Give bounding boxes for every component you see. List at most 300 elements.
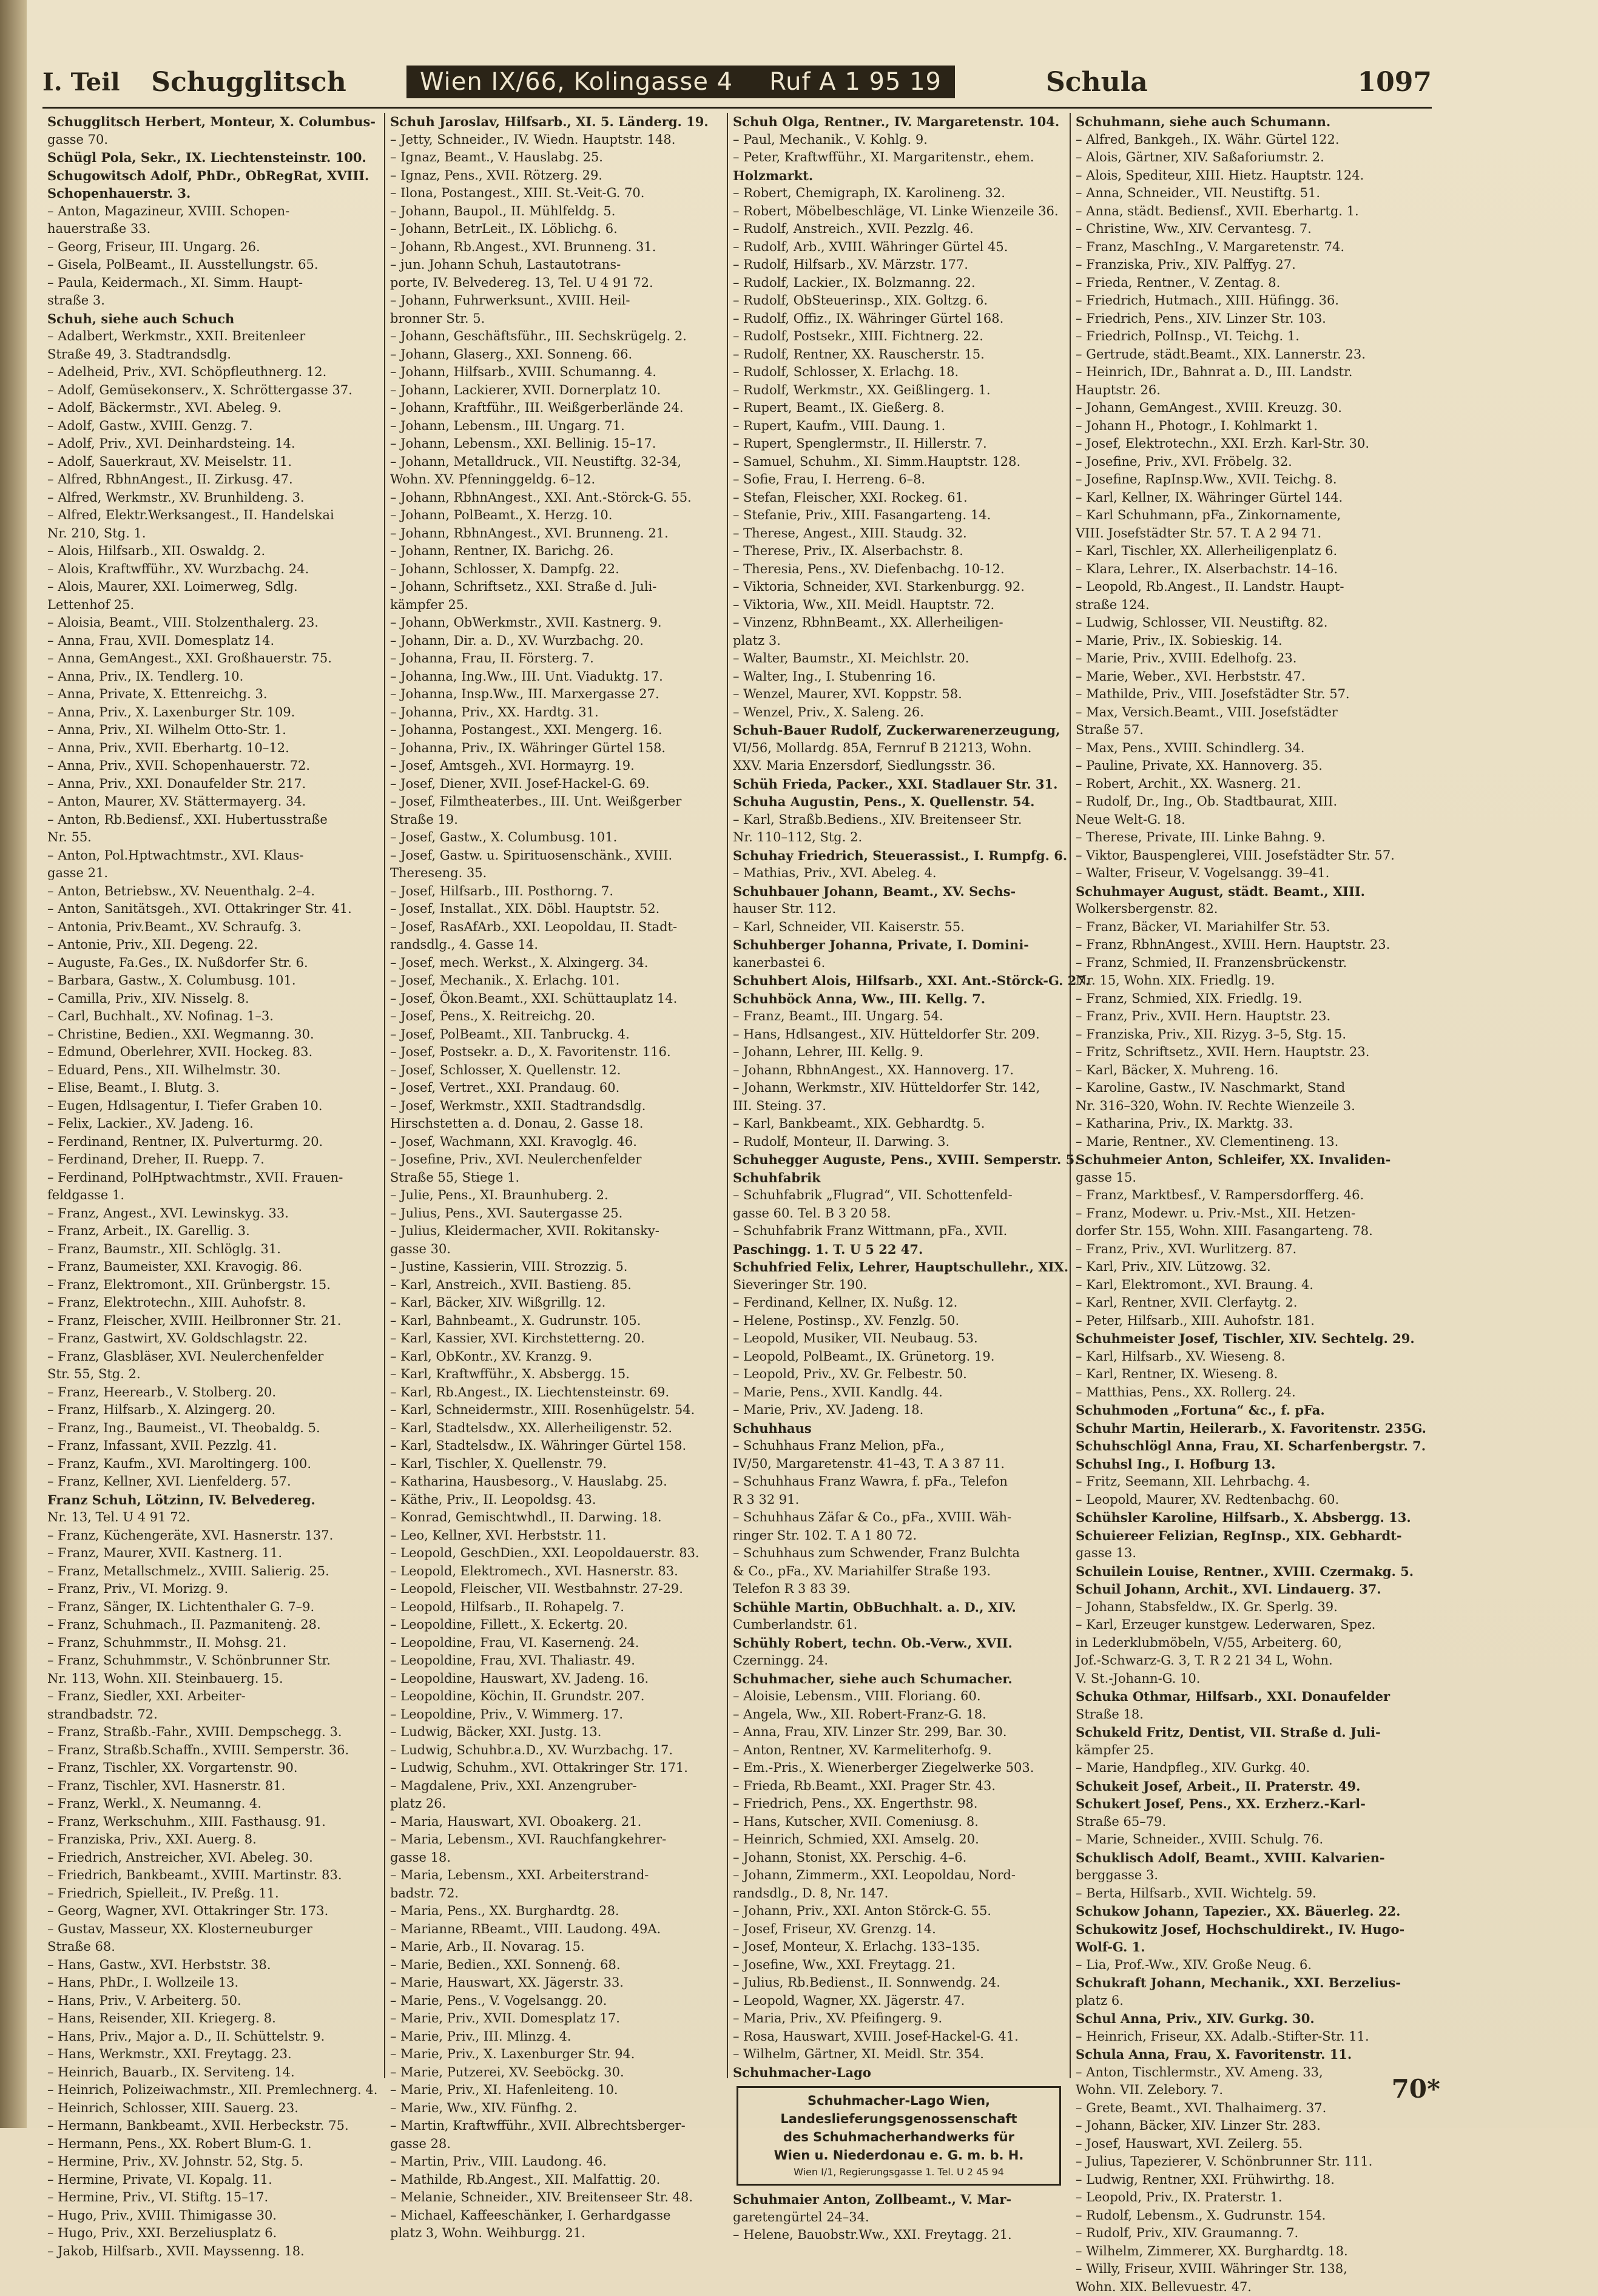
directory-entry: – Leo, Kellner, XVI. Herbststr. 11. — [390, 1527, 722, 1545]
directory-entry: platz 6. — [1076, 1992, 1409, 2010]
directory-entry: – Franz, Metallschmelz., XVIII. Salierig. 25. — [47, 1563, 379, 1581]
directory-entry: – Anna, Priv., XI. Wilhelm Otto-Str. 1. — [47, 721, 379, 739]
directory-entry: – Rudolf, ObSteuerinsp., XIX. Goltzg. 6. — [733, 292, 1065, 310]
directory-entry: – Franz, Tischler, XVI. Hasnerstr. 81. — [47, 1777, 379, 1796]
directory-entry: – Johanna, Frau, II. Försterg. 7. — [390, 650, 722, 668]
directory-entry: – Johann, Rb.Angest., XVI. Brunneng. 31. — [390, 238, 722, 257]
directory-entry: – Mathilde, Priv., VIII. Josefstädter Str. 57. — [1076, 685, 1409, 704]
header-rule — [42, 107, 1432, 109]
directory-entry: – Alois, Kraftwfführ., XV. Wurzbachg. 24. — [47, 561, 379, 579]
directory-entry: – Alois, Hilfsarb., XII. Oswaldg. 2. — [47, 542, 379, 561]
directory-entry: Schuhberger Johanna, Private, I. Domini- — [733, 936, 1065, 954]
directory-entry: – Johann, Stabsfeldw., IX. Gr. Sperlg. 39. — [1076, 1598, 1409, 1617]
ad-line: Schuhmacher-Lago Wien, — [744, 2092, 1053, 2110]
directory-entry: – Marie, Priv., IX. Sobieskig. 14. — [1076, 632, 1409, 650]
directory-entry: Straße 68. — [47, 1938, 379, 1956]
directory-entry: Schüh Frieda, Packer., XXI. Stadlauer Str. 31. — [733, 775, 1065, 793]
directory-entry: – Ludwig, Schuhm., XVI. Ottakringer Str. 171. — [390, 1759, 722, 1777]
directory-entry: – Julie, Pens., XI. Braunhuberg. 2. — [390, 1187, 722, 1205]
directory-entry: Schuhschlögl Anna, Frau, XI. Scharfenbergstr. 7. — [1076, 1437, 1409, 1455]
directory-entry: – Mathias, Priv., XVI. Abeleg. 4. — [733, 864, 1065, 883]
directory-entry: – Franz, Hilfsarb., X. Alzingerg. 20. — [47, 1401, 379, 1419]
directory-entry: Schuhfried Felix, Lehrer, Hauptschullehr., XIX. — [733, 1258, 1065, 1276]
directory-entry: – Max, Versich.Beamt., VIII. Josefstädter — [1076, 704, 1409, 722]
directory-entry: strandbadstr. 72. — [47, 1706, 379, 1724]
directory-entry: – Paul, Mechanik., V. Kohlg. 9. — [733, 131, 1065, 149]
directory-entry: platz 3. — [733, 632, 1065, 650]
directory-entry: – Karl, Kraftwfführ., X. Absbergg. 15. — [390, 1365, 722, 1384]
directory-entry: – Karl Schuhmann, pFa., Zinkornamente, — [1076, 507, 1409, 525]
directory-entry: – Franz, Heerearb., V. Stolberg. 20. — [47, 1384, 379, 1402]
directory-entry: – Robert, Archit., XX. Wasnerg. 21. — [1076, 775, 1409, 793]
page-header — [42, 61, 1432, 103]
directory-entry: – Franz, Straßb.Schaffn., XVIII. Semperstr. 36. — [47, 1742, 379, 1760]
directory-entry: – Eugen, Hdlsagentur, I. Tiefer Graben 10. — [47, 1097, 379, 1116]
directory-entry: – Josef, Elektrotechn., XXI. Erzh. Karl-Str. 30. — [1076, 435, 1409, 453]
directory-entry: – Adolf, Priv., XVI. Deinhardsteing. 14. — [47, 435, 379, 453]
directory-entry: R 3 32 91. — [733, 1491, 1065, 1509]
directory-entry: – Edmund, Oberlehrer, XVII. Hockeg. 83. — [47, 1043, 379, 1062]
directory-entry: – Ferdinand, Dreher, II. Ruepp. 7. — [47, 1151, 379, 1169]
directory-entry: platz 3, Wohn. Weihburgg. 21. — [390, 2224, 722, 2243]
directory-entry: – Franz, Siedler, XXI. Arbeiter- — [47, 1688, 379, 1706]
directory-entry: – Johann, ObWerkmstr., XVII. Kastnerg. 9. — [390, 614, 722, 632]
directory-entry: – Johanna, Postangest., XXI. Mengerg. 16. — [390, 721, 722, 739]
directory-entry: – Heinrich, Friseur, XX. Adalb.-Stifter-Str. 11. — [1076, 2028, 1409, 2046]
directory-entry: – Hans, Priv., Major a. D., II. Schüttelstr. 9. — [47, 2028, 379, 2046]
directory-entry: & Co., pFa., XV. Mariahilfer Straße 193. — [733, 1563, 1065, 1581]
directory-entry: – Karl, Rentner, IX. Wieseng. 8. — [1076, 1365, 1409, 1384]
directory-entry: – Karl, Priv., XIV. Lützowg. 32. — [1076, 1258, 1409, 1276]
directory-entry: – Willy, Friseur, XVIII. Währinger Str. 138, — [1076, 2260, 1409, 2278]
directory-entry: – Wilhelm, Gärtner, XI. Meidl. Str. 354. — [733, 2045, 1065, 2064]
directory-entry: – Hermine, Private, VI. Kopalg. 11. — [47, 2171, 379, 2189]
directory-entry: – Melanie, Schneider., XIV. Breitenseer Str. 48. — [390, 2189, 722, 2207]
directory-entry: – Aloisia, Beamt., VIII. Stolzenthalerg. 23. — [47, 614, 379, 632]
directory-entry: – Hugo, Priv., XXI. Berzeliusplatz 6. — [47, 2224, 379, 2243]
directory-entry: – Karl, Elektromont., XVI. Braung. 4. — [1076, 1276, 1409, 1294]
directory-entry: – Karl, Anstreich., XVII. Bastieng. 85. — [390, 1276, 722, 1294]
directory-entry: – Rudolf, Monteur, II. Darwing. 3. — [733, 1133, 1065, 1151]
directory-entry: – Adolf, Gastw., XVIII. Genzg. 7. — [47, 417, 379, 436]
directory-entry: – Karoline, Gastw., IV. Naschmarkt, Stand — [1076, 1079, 1409, 1097]
directory-entry: – Schuhhaus Zäfar & Co., pFa., XVIII. Wäh- — [733, 1509, 1065, 1527]
directory-entry: – Peter, Kraftwfführ., XI. Margaritenstr., ehem. — [733, 149, 1065, 167]
directory-entry: – Josef, RasAfArb., XXI. Leopoldau, II. Stadt- — [390, 918, 722, 937]
directory-entry: gasse 28. — [390, 2135, 722, 2153]
directory-entry: – Franz, Schmied, XIX. Friedlg. 19. — [1076, 990, 1409, 1008]
directory-entry: – Justine, Kassierin, VIII. Strozzig. 5. — [390, 1258, 722, 1276]
directory-entry: – Josefine, Ww., XXI. Freytagg. 21. — [733, 1956, 1065, 1974]
directory-entry: – Leopold, Rb.Angest., II. Landstr. Haupt- — [1076, 578, 1409, 596]
directory-entry: – Anna, Priv., XVII. Eberhartg. 10–12. — [47, 739, 379, 758]
directory-entry: Schukert Josef, Pens., XX. Erzherz.-Karl- — [1076, 1795, 1409, 1813]
directory-entry: Schühsler Karoline, Hilfsarb., X. Absbergg. 13. — [1076, 1509, 1409, 1527]
directory-entry: dorfer Str. 155, Wohn. XIII. Fasangarteng. 78. — [1076, 1222, 1409, 1241]
column-3 — [728, 113, 1071, 2078]
directory-entry: – Johann, Schlosser, X. Dampfg. 22. — [390, 561, 722, 579]
directory-entry: – Josef, Gastw. u. Spirituosenschänk., XVIII. — [390, 847, 722, 865]
directory-columns — [42, 113, 1432, 2078]
directory-entry: Schuka Othmar, Hilfsarb., XXI. Donaufelder — [1076, 1688, 1409, 1706]
directory-entry: Wohn. VII. Zelebory. 7. — [1076, 2081, 1409, 2099]
directory-entry: – Matthias, Pens., XX. Rollerg. 24. — [1076, 1384, 1409, 1402]
directory-entry: – Eduard, Pens., XII. Wilhelmstr. 30. — [47, 1062, 379, 1080]
directory-entry: – Leopoldine, Fillett., X. Eckertg. 20. — [390, 1616, 722, 1634]
directory-entry: – Julius, Rb.Bedienst., II. Sonnwendg. 24. — [733, 1974, 1065, 1992]
directory-entry: – Josef, PolBeamt., XII. Tanbruckg. 4. — [390, 1026, 722, 1044]
directory-entry: badstr. 72. — [390, 1885, 722, 1903]
directory-entry: – Marie, Schneider., XVIII. Schulg. 76. — [1076, 1831, 1409, 1849]
directory-entry: – Franziska, Priv., XXI. Auerg. 8. — [47, 1831, 379, 1849]
directory-entry: – Karl, Tischler, XX. Allerheiligenplatz 6. — [1076, 542, 1409, 561]
directory-entry: – Ferdinand, Rentner, IX. Pulverturmg. 20. — [47, 1133, 379, 1151]
directory-entry: – Viktoria, Ww., XII. Meidl. Hauptstr. 72. — [733, 596, 1065, 614]
directory-entry: – Franz, Fleischer, XVIII. Heilbronner Str. 21. — [47, 1312, 379, 1330]
directory-entry: – Karl, Tischler, X. Quellenstr. 79. — [390, 1455, 722, 1473]
directory-entry: – Viktor, Bauspenglerei, VIII. Josefstädter Str. 57. — [1076, 847, 1409, 865]
directory-entry: – Alfred, Werkmstr., XV. Brunhildeng. 3. — [47, 489, 379, 507]
directory-entry: – Rupert, Beamt., IX. Gießerg. 8. — [733, 399, 1065, 417]
directory-entry: – Josef, Hilfsarb., III. Posthorng. 7. — [390, 883, 722, 901]
directory-entry: – Hans, Priv., V. Arbeiterg. 50. — [47, 1992, 379, 2010]
directory-entry: – Martin, Kraftwfführ., XVII. Albrechtsberger- — [390, 2117, 722, 2135]
directory-entry: – Marie, Rentner., XV. Clementineng. 13. — [1076, 1133, 1409, 1151]
directory-entry: – Adolf, Gemüsekonserv., X. Schröttergasse 37. — [47, 382, 379, 400]
directory-entry: – Hans, Hdlsangest., XIV. Hütteldorfer Str. 209. — [733, 1026, 1065, 1044]
directory-entry: – Franz, Beamt., III. Ungarg. 54. — [733, 1008, 1065, 1026]
directory-entry: – Leopoldine, Köchin, II. Grundstr. 207. — [390, 1688, 722, 1706]
directory-entry: – Adolf, Sauerkraut, XV. Meiselstr. 11. — [47, 453, 379, 471]
directory-entry: Straße 49, 3. Stadtrandsdlg. — [47, 346, 379, 364]
banner-phone: Ruf A 1 95 19 — [769, 68, 942, 96]
directory-entry: – Maria, Lebensm., XVI. Rauchfangkehrer- — [390, 1831, 722, 1849]
directory-entry: – Antonie, Priv., XII. Degeng. 22. — [47, 936, 379, 954]
directory-entry: – Wenzel, Priv., X. Saleng. 26. — [733, 704, 1065, 722]
directory-entry: – Alfred, Elektr.Werksangest., II. Handelskai — [47, 507, 379, 525]
directory-entry: – Anna, Schneider., VII. Neustiftg. 51. — [1076, 184, 1409, 203]
directory-entry: – Friedrich, Pens., XIV. Linzer Str. 103. — [1076, 310, 1409, 328]
directory-entry: Schuhfabrik — [733, 1169, 1065, 1187]
directory-entry: – Leopold, Priv., XV. Gr. Felbestr. 50. — [733, 1365, 1065, 1384]
directory-entry: – Leopoldine, Priv., V. Wimmerg. 17. — [390, 1706, 722, 1724]
directory-entry: – Therese, Private, III. Linke Bahng. 9. — [1076, 829, 1409, 847]
directory-entry: – Rudolf, Schlosser, X. Erlachg. 18. — [733, 363, 1065, 382]
directory-entry: porte, IV. Belvedereg. 13, Tel. U 4 91 72. — [390, 274, 722, 292]
page-binding — [0, 0, 27, 2128]
ad-line: des Schuhmacherhandwerks für — [744, 2128, 1053, 2146]
ad-line: Wien u. Niederdonau e. G. m. b. H. — [744, 2146, 1053, 2164]
directory-entry: – Franz, Marktbesf., V. Rampersdorfferg. 46. — [1076, 1187, 1409, 1205]
directory-entry: – Marie, Hauswart, XX. Jägerstr. 33. — [390, 1974, 722, 1992]
directory-entry: – Karl, Hilfsarb., XV. Wieseng. 8. — [1076, 1348, 1409, 1366]
directory-entry: – Franz, Priv., XVII. Hern. Hauptstr. 23. — [1076, 1008, 1409, 1026]
directory-entry: – Marie, Priv., XV. Jadeng. 18. — [733, 1401, 1065, 1419]
directory-entry: – Katharina, Hausbesorg., V. Hauslabg. 25. — [390, 1473, 722, 1491]
directory-entry: – Josef, Hauswart, XVI. Zeilerg. 55. — [1076, 2135, 1409, 2153]
directory-entry: gasse 70. — [47, 131, 379, 149]
directory-entry: Schugowitsch Adolf, PhDr., ObRegRat, XVIII. — [47, 167, 379, 185]
directory-entry: – Anton, Rentner, XV. Karmeliterhofg. 9. — [733, 1742, 1065, 1760]
directory-entry: straße 124. — [1076, 596, 1409, 614]
directory-entry: – Friedrich, Anstreicher, XVI. Abeleg. 30. — [47, 1849, 379, 1867]
directory-entry: hauerstraße 33. — [47, 220, 379, 238]
directory-entry: – Rudolf, Werkmstr., XX. Geißlingerg. 1. — [733, 382, 1065, 400]
directory-entry: – Leopold, Fleischer, VII. Westbahnstr. 27-29. — [390, 1580, 722, 1598]
directory-entry: – Friedrich, Bankbeamt., XVIII. Martinstr. 83. — [47, 1867, 379, 1885]
directory-entry: Franz Schuh, Lötzinn, IV. Belvedereg. — [47, 1491, 379, 1509]
directory-entry: – Anton, Pol.Hptwachtmstr., XVI. Klaus- — [47, 847, 379, 865]
directory-entry: – Rudolf, Dr., Ing., Ob. Stadtbaurat, XIII. — [1076, 793, 1409, 811]
directory-entry: Schuhmayer August, städt. Beamt., XIII. — [1076, 883, 1409, 901]
directory-entry: – Johann, Hilfsarb., XVIII. Schumanng. 4. — [390, 363, 722, 382]
directory-entry: – Johann, Werkmstr., XIV. Hütteldorfer Str. 142, — [733, 1079, 1065, 1097]
directory-entry: – Leopold, Maurer, XV. Redtenbachg. 60. — [1076, 1491, 1409, 1509]
directory-entry: – Martin, Priv., VIII. Laudong. 46. — [390, 2153, 722, 2171]
directory-entry: – Ludwig, Schuhbr.a.D., XV. Wurzbachg. 17. — [390, 1742, 722, 1760]
directory-entry: – Marianne, RBeamt., VIII. Laudong. 49A. — [390, 1921, 722, 1939]
directory-entry: Str. 55, Stg. 2. — [47, 1365, 379, 1384]
page-number: 1097 — [1358, 67, 1432, 98]
signature-mark: 70* — [1392, 2074, 1440, 2104]
directory-entry: – Frieda, Rb.Beamt., XXI. Prager Str. 43. — [733, 1777, 1065, 1796]
directory-entry: – Josef, Wachmann, XXI. Kravoglg. 46. — [390, 1133, 722, 1151]
directory-entry: – Johann, Geschäftsführ., III. Sechskrügelg. 2. — [390, 328, 722, 346]
directory-entry: – Karl, Stadtelsdw., IX. Währinger Gürtel 158. — [390, 1437, 722, 1455]
directory-entry: Schuhmoden „Fortuna“ &c., f. pFa. — [1076, 1401, 1409, 1419]
directory-entry: – Theresia, Pens., XV. Diefenbachg. 10-12. — [733, 561, 1065, 579]
directory-entry: Paschingg. 1. T. U 5 22 47. — [733, 1241, 1065, 1259]
directory-entry: – Josef, Gastw., X. Columbusg. 101. — [390, 829, 722, 847]
directory-entry: Cumberlandstr. 61. — [733, 1616, 1065, 1634]
publisher-banner — [406, 66, 955, 98]
directory-entry: – Leopold, PolBeamt., IX. Grünetorg. 19. — [733, 1348, 1065, 1366]
directory-entry: – Johann, Zimmerm., XXI. Leopoldau, Nord- — [733, 1867, 1065, 1885]
directory-entry: gasse 15. — [1076, 1169, 1409, 1187]
directory-entry: Straße 18. — [1076, 1706, 1409, 1724]
directory-entry: – Rudolf, Postsekr., XIII. Fichtnerg. 22. — [733, 328, 1065, 346]
directory-entry: Neue Welt-G. 18. — [1076, 811, 1409, 829]
directory-entry: – Leopold, Musiker, VII. Neubaug. 53. — [733, 1330, 1065, 1348]
directory-entry: – Karl, Schneidermstr., XIII. Rosenhügelstr. 54. — [390, 1401, 722, 1419]
directory-entry: Nr. 110–112, Stg. 2. — [733, 829, 1065, 847]
directory-entry: Schuilein Louise, Rentner., XVIII. Czermakg. 5. — [1076, 1563, 1409, 1581]
directory-entry: – Georg, Friseur, III. Ungarg. 26. — [47, 238, 379, 257]
directory-entry: – Johanna, Priv., XX. Hardtg. 31. — [390, 704, 722, 722]
directory-entry: – Johann, Rentner, IX. Barichg. 26. — [390, 542, 722, 561]
directory-entry: – Friedrich, PolInsp., VI. Teichg. 1. — [1076, 328, 1409, 346]
directory-entry: – Karl, Kellner, IX. Währinger Gürtel 144. — [1076, 489, 1409, 507]
directory-entry: – Heinrich, IDr., Bahnrat a. D., III. Landstr. — [1076, 363, 1409, 382]
directory-entry: – Josefine, Priv., XVI. Fröbelg. 32. — [1076, 453, 1409, 471]
directory-entry: Schuhmann, siehe auch Schumann. — [1076, 113, 1409, 131]
directory-entry: Schuhmacher-Lago — [733, 2064, 1065, 2082]
directory-entry: – Josef, Mechanik., X. Erlachg. 101. — [390, 972, 722, 990]
directory-entry: – Pauline, Private, XX. Hannoverg. 35. — [1076, 757, 1409, 775]
directory-entry: – Alois, Spediteur, XIII. Hietz. Hauptstr. 124. — [1076, 167, 1409, 185]
directory-entry: – Franz, Schuhmmstr., II. Mohsg. 21. — [47, 1634, 379, 1652]
directory-entry: Straße 65–79. — [1076, 1813, 1409, 1831]
directory-entry: – Franz, Gastwirt, XV. Goldschlagstr. 22. — [47, 1330, 379, 1348]
directory-entry: – Johann, Schriftsetz., XXI. Straße d. Juli- — [390, 578, 722, 596]
directory-entry: – Walter, Friseur, V. Vogelsangg. 39–41. — [1076, 864, 1409, 883]
directory-entry: – Johann, Priv., XXI. Anton Störck-G. 55. — [733, 1902, 1065, 1921]
directory-entry: – Magdalene, Priv., XXI. Anzengruber- — [390, 1777, 722, 1796]
directory-entry: – Alois, Maurer, XXI. Loimerweg, Sdlg. — [47, 578, 379, 596]
directory-entry: Wolkersbergenstr. 82. — [1076, 900, 1409, 918]
directory-entry: – Anna, Frau, XIV. Linzer Str. 299, Bar. 30. — [733, 1723, 1065, 1742]
directory-entry: – Anna, Private, X. Ettenreichg. 3. — [47, 685, 379, 704]
directory-entry: Schuha Augustin, Pens., X. Quellenstr. 54. — [733, 793, 1065, 811]
directory-entry: – Hans, Reisender, XII. Kriegerg. 8. — [47, 2010, 379, 2028]
directory-entry: Holzmarkt. — [733, 167, 1065, 185]
directory-entry: – Josef, Werkmstr., XXII. Stadtrandsdlg. — [390, 1097, 722, 1116]
directory-entry: – Rudolf, Priv., XIV. Graumanng. 7. — [1076, 2224, 1409, 2243]
directory-entry: – Leopold, GeschDien., XXI. Leopoldauerstr. 83. — [390, 1544, 722, 1563]
directory-entry: – Hugo, Priv., XVIII. Thimigasse 30. — [47, 2207, 379, 2225]
directory-entry: – Friedrich, Spielleit., IV. Preßg. 11. — [47, 1885, 379, 1903]
directory-entry: Schügl Pola, Sekr., IX. Liechtensteinstr. 100. — [47, 149, 379, 167]
directory-entry: – Franz, Glasbläser, XVI. Neulerchenfelder — [47, 1348, 379, 1366]
directory-entry: – Franz, MaschIng., V. Margaretenstr. 74. — [1076, 238, 1409, 257]
directory-entry: – Johann, Glaserg., XXI. Sonneng. 66. — [390, 346, 722, 364]
directory-entry: straße 3. — [47, 292, 379, 310]
directory-entry: Nr. 316–320, Wohn. IV. Rechte Wienzeile 3. — [1076, 1097, 1409, 1116]
directory-entry: – Vinzenz, RbhnBeamt., XX. Allerheiligen- — [733, 614, 1065, 632]
directory-entry: – Robert, Möbelbeschläge, VI. Linke Wienzeile 36. — [733, 203, 1065, 221]
directory-entry: – Johann, Baupol., II. Mühlfeldg. 5. — [390, 203, 722, 221]
directory-entry: – Franz, Schuhmach., II. Pazmanitenġ. 28. — [47, 1616, 379, 1634]
directory-entry: bronner Str. 5. — [390, 310, 722, 328]
directory-entry: Schuhhaus — [733, 1419, 1065, 1438]
directory-entry: – Leopoldine, Hauswart, XV. Jadeng. 16. — [390, 1670, 722, 1688]
directory-entry: – Fritz, Seemann, XII. Lehrbachg. 4. — [1076, 1473, 1409, 1491]
directory-entry: – Marie, Handpfleg., XIV. Gurkg. 40. — [1076, 1759, 1409, 1777]
directory-entry: – Friedrich, Hutmach., XIII. Hüfingg. 36. — [1076, 292, 1409, 310]
directory-entry: – Schuhfabrik „Flugrad“, VII. Schottenfeld- — [733, 1187, 1065, 1205]
directory-entry: – Johann, PolBeamt., X. Herzg. 10. — [390, 507, 722, 525]
directory-entry: – Leopoldine, Frau, XVI. Thaliastr. 49. — [390, 1652, 722, 1670]
directory-entry: Hirschstetten a. d. Donau, 2. Gasse 18. — [390, 1115, 722, 1133]
directory-entry: – Alfred, Bankgeh., IX. Währ. Gürtel 122. — [1076, 131, 1409, 149]
directory-entry: – Leopold, Priv., IX. Praterstr. 1. — [1076, 2189, 1409, 2207]
directory-entry: – Ludwig, Schlosser, VII. Neustiftg. 82. — [1076, 614, 1409, 632]
directory-entry: Schukeld Fritz, Dentist, VII. Straße d. Juli- — [1076, 1723, 1409, 1742]
directory-entry: – Franz, Priv., VI. Morizg. 9. — [47, 1580, 379, 1598]
directory-entry: – Hans, Werkmstr., XXI. Freytagg. 23. — [47, 2045, 379, 2064]
column-2 — [385, 113, 728, 2078]
directory-entry: – Schuhhaus Franz Wawra, f. pFa., Telefon — [733, 1473, 1065, 1491]
directory-entry: Wolf-G. 1. — [1076, 1938, 1409, 1956]
directory-entry: Sieveringer Str. 190. — [733, 1276, 1065, 1294]
directory-entry: Nr. 15, Wohn. XIX. Friedlg. 19. — [1076, 972, 1409, 990]
directory-entry: Schukeit Josef, Arbeit., II. Praterstr. 49. — [1076, 1777, 1409, 1796]
directory-entry: – Robert, Chemigraph, IX. Karolineng. 32. — [733, 184, 1065, 203]
directory-entry: Schuhbert Alois, Hilfsarb., XXI. Ant.-Störck-G. 27. — [733, 972, 1065, 990]
directory-entry: – Stefanie, Priv., XIII. Fasangarteng. 14. — [733, 507, 1065, 525]
directory-entry: Schuh Olga, Rentner., IV. Margaretenstr. 104. — [733, 113, 1065, 131]
directory-entry: – Franz, Werkl., X. Neumanng. 4. — [47, 1795, 379, 1813]
directory-entry: – Katharina, Priv., IX. Marktg. 33. — [1076, 1115, 1409, 1133]
directory-entry: Schuh, siehe auch Schuch — [47, 310, 379, 328]
directory-entry: – Hermine, Priv., XV. Johnstr. 52, Stg. 5. — [47, 2153, 379, 2171]
directory-entry: – Karl, Schneider, VII. Kaiserstr. 55. — [733, 918, 1065, 937]
directory-entry: Schuhay Friedrich, Steuerassist., I. Rumpfg. 6. — [733, 847, 1065, 865]
directory-entry: – Karl, Rentner, XVII. Clerfaytg. 2. — [1076, 1294, 1409, 1312]
directory-entry: – Josef, mech. Werkst., X. Alxingerg. 34. — [390, 954, 722, 972]
directory-entry: – Klara, Lehrer., IX. Alserbachstr. 14–16. — [1076, 561, 1409, 579]
directory-entry: – Rupert, Kaufm., VIII. Daung. 1. — [733, 417, 1065, 436]
last-entry-word: Schula — [1046, 67, 1204, 98]
directory-entry: – Heinrich, Schmied, XXI. Amselg. 20. — [733, 1831, 1065, 1849]
directory-entry: – Therese, Angest., XIII. Staudg. 32. — [733, 525, 1065, 543]
directory-entry: Schuhmeier Anton, Schleifer, XX. Invaliden- — [1076, 1151, 1409, 1169]
directory-entry: – Ferdinand, Kellner, IX. Nußg. 12. — [733, 1294, 1065, 1312]
directory-entry: Telefon R 3 83 39. — [733, 1580, 1065, 1598]
directory-entry: – Franz, Baumstr., XII. Schlöglg. 31. — [47, 1241, 379, 1259]
directory-entry: – Josef, Friseur, XV. Grenzg. 14. — [733, 1921, 1065, 1939]
directory-entry: – Hans, PhDr., I. Wollzeile 13. — [47, 1974, 379, 1992]
directory-entry: – Ignaz, Pens., XVII. Rötzerg. 29. — [390, 167, 722, 185]
directory-entry: – Karl, Erzeuger kunstgew. Lederwaren, Spez. — [1076, 1616, 1409, 1634]
directory-entry: – Johann H., Photogr., I. Kohlmarkt 1. — [1076, 417, 1409, 436]
directory-entry: – Max, Pens., XVIII. Schindlerg. 34. — [1076, 739, 1409, 758]
directory-entry: – Hermann, Bankbeamt., XVII. Herbeckstr. 75. — [47, 2117, 379, 2135]
directory-entry: – Georg, Wagner, XVI. Ottakringer Str. 173. — [47, 1902, 379, 1921]
directory-entry: – Rudolf, Lackier., IX. Bolzmanng. 22. — [733, 274, 1065, 292]
directory-entry: – Franziska, Priv., XIV. Palffyg. 27. — [1076, 256, 1409, 274]
directory-entry: Schuklisch Adolf, Beamt., XVIII. Kalvarien- — [1076, 1849, 1409, 1867]
directory-entry: Wohn. XV. Pfenninggeldg. 6–12. — [390, 471, 722, 489]
directory-entry: – Josef, Pens., X. Reitreichg. 20. — [390, 1008, 722, 1026]
directory-entry: – Franziska, Priv., XII. Rizyg. 3–5, Stg. 15. — [1076, 1026, 1409, 1044]
directory-entry: – Johann, Lebensm., XXI. Bellinig. 15–17. — [390, 435, 722, 453]
directory-entry: – Walter, Ing., I. Stubenring 16. — [733, 668, 1065, 686]
directory-entry: – Josef, Postsekr. a. D., X. Favoritenstr. 116. — [390, 1043, 722, 1062]
directory-entry: – Johann, Dir. a. D., XV. Wurzbachg. 20. — [390, 632, 722, 650]
directory-entry: – Josef, Installat., XIX. Döbl. Hauptstr. 52. — [390, 900, 722, 918]
directory-entry: – Johann, Lackierer, XVII. Dornerplatz 10. — [390, 382, 722, 400]
directory-entry: – Franz, Angest., XVI. Lewinskyg. 33. — [47, 1205, 379, 1223]
directory-entry: – Josef, Diener, XVII. Josef-Hackel-G. 69. — [390, 775, 722, 793]
directory-entry: – Marie, Priv., X. Laxenburger Str. 94. — [390, 2045, 722, 2064]
directory-entry: – Franz, Arbeit., IX. Garellig. 3. — [47, 1222, 379, 1241]
directory-entry: – Anton, Maurer, XV. Stättermayerg. 34. — [47, 793, 379, 811]
directory-entry: Schuhböck Anna, Ww., III. Kellg. 7. — [733, 990, 1065, 1008]
directory-entry: – Konrad, Gemischtwhdl., II. Darwing. 18. — [390, 1509, 722, 1527]
directory-entry: – Anna, Priv., X. Laxenburger Str. 109. — [47, 704, 379, 722]
directory-entry: – Helene, Postinsp., XV. Fenzlg. 50. — [733, 1312, 1065, 1330]
directory-entry: – Josef, Vertret., XXI. Prandaug. 60. — [390, 1079, 722, 1097]
directory-entry: Hauptstr. 26. — [1076, 382, 1409, 400]
directory-entry: – Josef, Filmtheaterbes., III. Unt. Weißgerber — [390, 793, 722, 811]
directory-entry: – Anna, städt. Bediensf., XVII. Eberhartg. 1. — [1076, 203, 1409, 221]
directory-entry: – Karl, Rb.Angest., IX. Liechtensteinstr. 69. — [390, 1384, 722, 1402]
directory-entry: V. St.-Johann-G. 10. — [1076, 1670, 1409, 1688]
directory-entry: – Samuel, Schuhm., XI. Simm.Hauptstr. 128. — [733, 453, 1065, 471]
directory-entry: – Aloisie, Lebensm., VIII. Floriang. 60. — [733, 1688, 1065, 1706]
directory-entry: Nr. 13, Tel. U 4 91 72. — [47, 1509, 379, 1527]
directory-entry: – Alois, Gärtner, XIV. Saßaforiumstr. 2. — [1076, 149, 1409, 167]
directory-entry: – Johann, GemAngest., XVIII. Kreuzg. 30. — [1076, 399, 1409, 417]
directory-entry: Schuh Jaroslav, Hilfsarb., XI. 5. Länderg. 19. — [390, 113, 722, 131]
directory-entry: – Marie, Weber., XVI. Herbststr. 47. — [1076, 668, 1409, 686]
directory-entry: – Marie, Arb., II. Novarag. 15. — [390, 1938, 722, 1956]
directory-entry: kämpfer 25. — [1076, 1742, 1409, 1760]
directory-entry: – Ilona, Postangest., XIII. St.-Veit-G. 70. — [390, 184, 722, 203]
directory-entry: – Johann, RbhnAngest., XVI. Brunneng. 21. — [390, 525, 722, 543]
directory-entry: Schukow Johann, Tapezier., XX. Bäuerleg. 22. — [1076, 1902, 1409, 1921]
